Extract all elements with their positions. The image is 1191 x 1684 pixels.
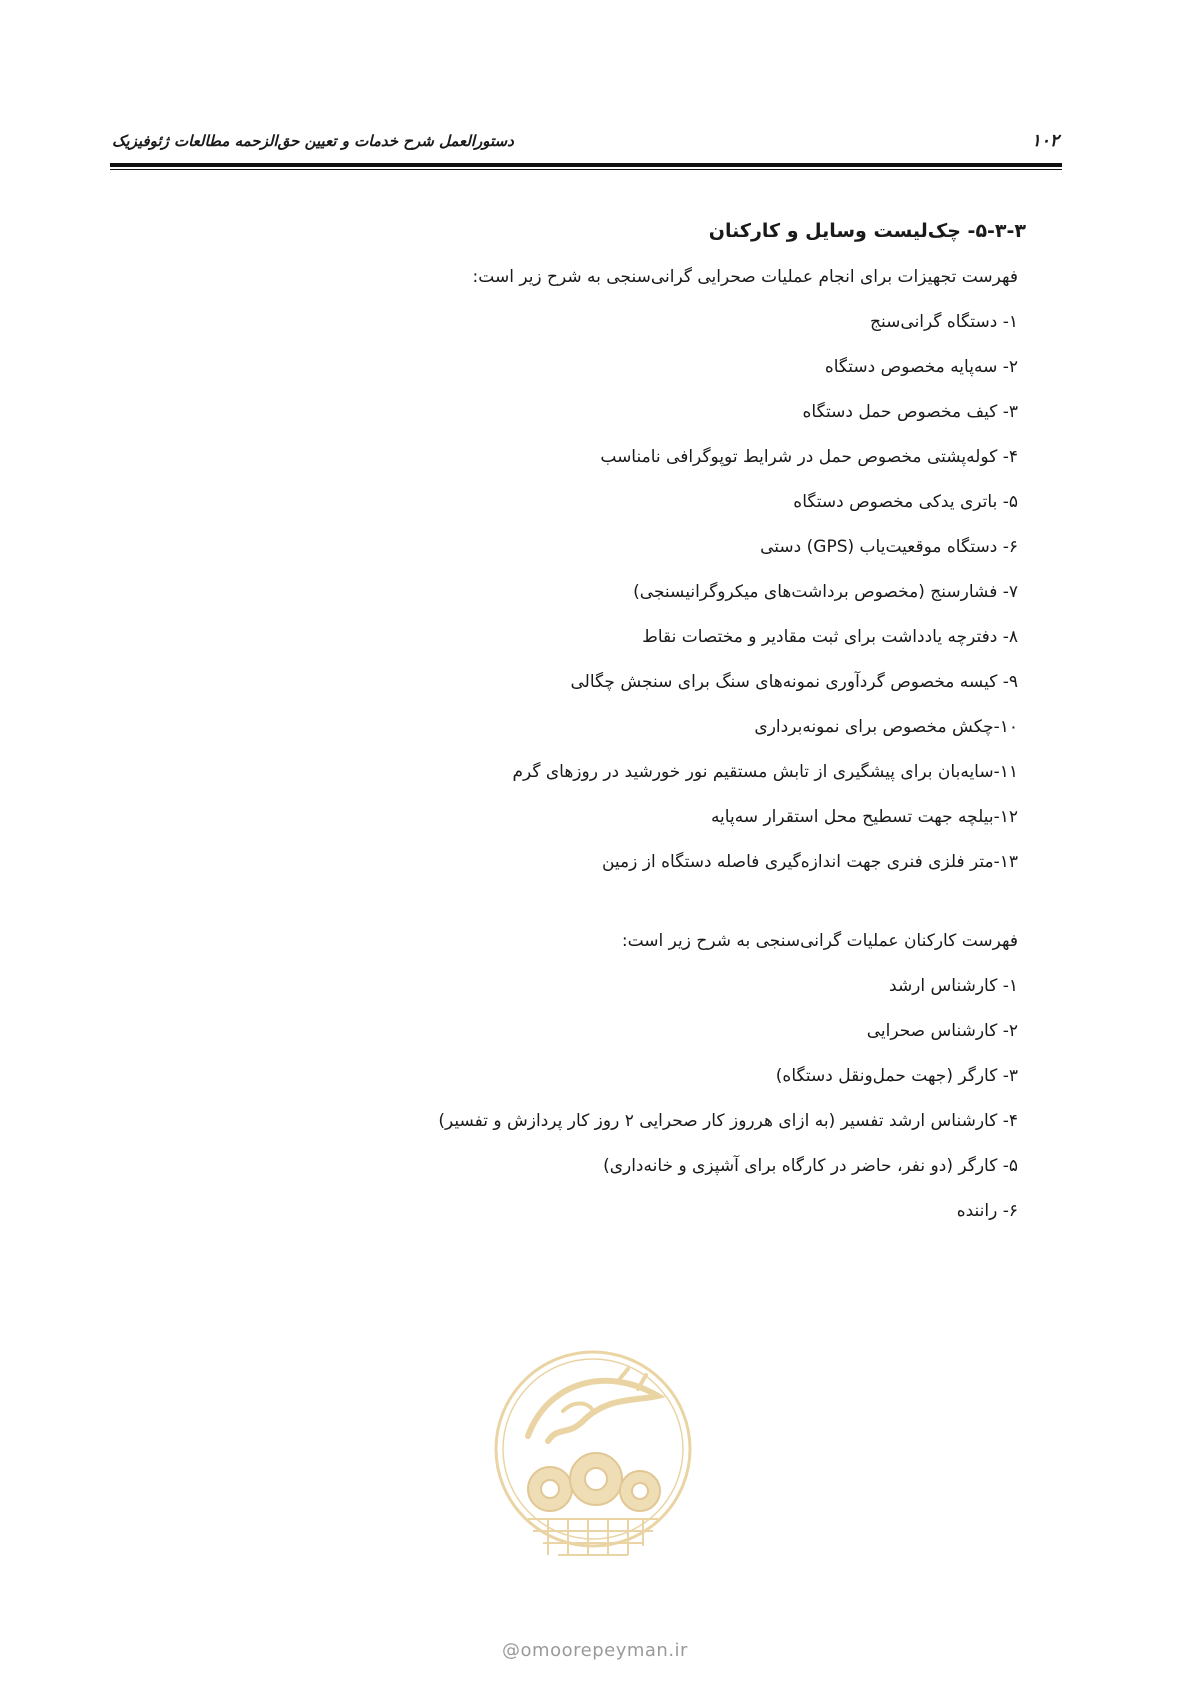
equipment-item: ۳- کیف مخصوص حمل دستگاه bbox=[802, 402, 1018, 422]
page-header bbox=[112, 128, 1059, 154]
equipment-item: ۱۰-چکش مخصوص برای نمونه‌برداری bbox=[754, 717, 1018, 737]
equipment-item: ۶- دستگاه موقعیت‌یاب (GPS) دستی bbox=[760, 537, 1018, 557]
equipment-intro: فهرست تجهیزات برای انجام عملیات صحرایی گرانی‌سنجی به شرح زیر است: bbox=[472, 267, 1018, 287]
equipment-item: ۴- کوله‌پشتی مخصوص حمل در شرایط توپوگرافی نامناسب bbox=[600, 447, 1018, 467]
page-content bbox=[200, 218, 1026, 1243]
staff-list bbox=[200, 973, 1026, 1243]
watermark-seal-icon bbox=[488, 1341, 698, 1571]
staff-item: ۱- کارشناس ارشد bbox=[889, 976, 1018, 996]
header-rule bbox=[110, 163, 1062, 167]
equipment-item: ۸- دفترچه یادداشت برای ثبت مقادیر و مختصات نقاط bbox=[642, 627, 1018, 647]
equipment-item: ۱۱-سایه‌بان برای پیشگیری از تابش مستقیم نور خورشید در روزهای گرم bbox=[512, 762, 1018, 782]
staff-item: ۴- کارشناس ارشد تفسیر (به ازای هرروز کار صحرایی ۲ روز کار پردازش و تفسیر) bbox=[438, 1111, 1018, 1131]
staff-intro: فهرست کارکنان عملیات گرانی‌سنجی به شرح زیر است: bbox=[621, 931, 1018, 951]
equipment-item: ۲- سه‌پایه مخصوص دستگاه bbox=[824, 357, 1018, 377]
header-rule-thin bbox=[110, 169, 1062, 170]
equipment-item: ۹- کیسه مخصوص گردآوری نمونه‌های سنگ برای سنجش چگالی bbox=[570, 672, 1018, 692]
watermark-url: @omoorepeyman.ir bbox=[502, 1640, 688, 1661]
staff-item: ۳- کارگر (جهت حمل‌ونقل دستگاه) bbox=[775, 1066, 1018, 1086]
equipment-item: ۱- دستگاه گرانی‌سنج bbox=[870, 312, 1018, 332]
page-number: ۱۰۲ bbox=[1031, 131, 1059, 151]
section-title: ۵-۳-۳- چک‌لیست وسایل و کارکنان bbox=[708, 220, 1026, 242]
equipment-item: ۱۲-بیلچه جهت تسطیح محل استقرار سه‌پایه bbox=[710, 807, 1018, 827]
watermark-logo bbox=[488, 1341, 698, 1571]
running-title: دستورالعمل شرح خدمات و تعیین حق‌الزحمه مطالعات ژئوفیزیک bbox=[112, 132, 514, 150]
staff-item: ۶- راننده bbox=[956, 1201, 1018, 1221]
section-gap bbox=[200, 894, 1026, 928]
equipment-item: ۵- باتری یدکی مخصوص دستگاه bbox=[793, 492, 1018, 512]
staff-item: ۲- کارشناس صحرایی bbox=[866, 1021, 1018, 1041]
equipment-item: ۱۳-متر فلزی فنری جهت اندازه‌گیری فاصله دستگاه از زمین bbox=[601, 852, 1018, 872]
equipment-item: ۷- فشارسنج (مخصوص برداشت‌های میکروگرانیسنجی) bbox=[633, 582, 1018, 602]
equipment-list bbox=[200, 309, 1026, 894]
staff-item: ۵- کارگر (دو نفر، حاضر در کارگاه برای آشپزی و خانه‌داری) bbox=[603, 1156, 1018, 1176]
